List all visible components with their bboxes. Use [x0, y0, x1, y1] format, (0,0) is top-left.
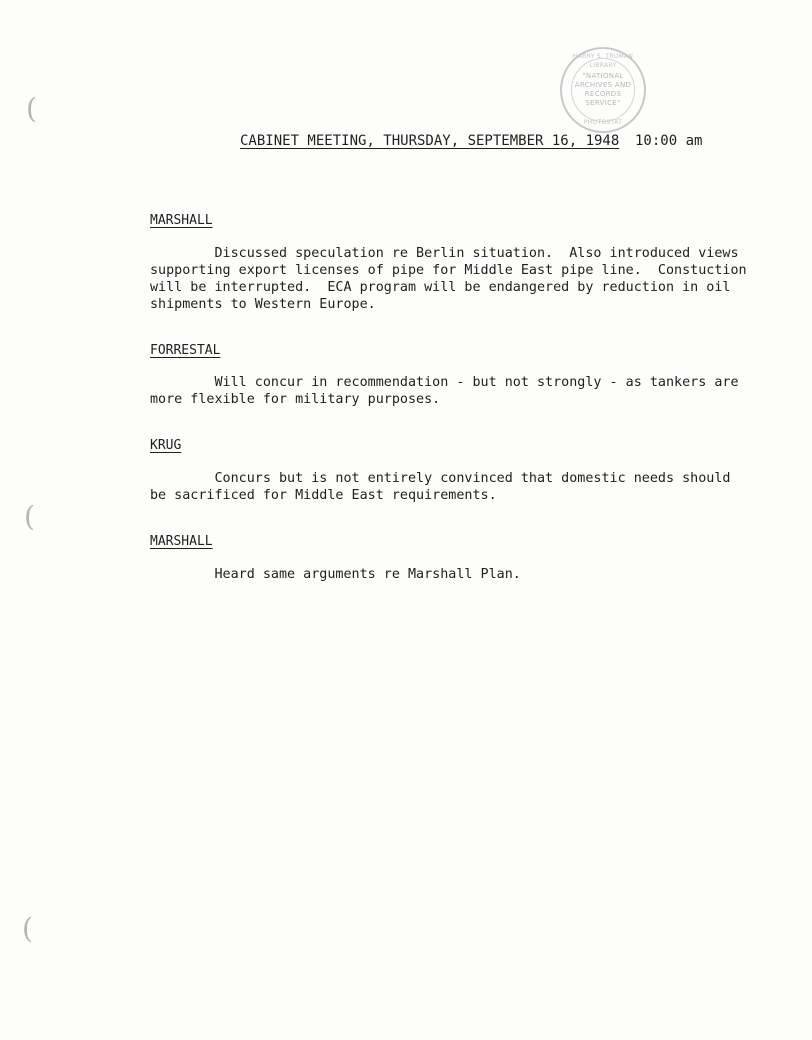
stamp-line-4: SERVICE"	[585, 99, 621, 107]
meeting-header	[240, 133, 703, 149]
margin-mark: (	[22, 912, 33, 945]
stamp-line-1: "NATIONAL	[582, 72, 624, 80]
speaker-name: KRUG	[150, 438, 182, 453]
speaker-remarks: Discussed speculation re Berlin situation. Also introduced views supporting export licenses of pipe for Middle East pipe line. Constuction will be interrupted. ECA program will be endangered by reduction in oil shipments to Western Europe.	[150, 246, 747, 312]
speaker-remarks: Will concur in recommendation - but not strongly - as tankers are more flexible for military purposes.	[150, 375, 739, 407]
margin-mark: (	[26, 92, 37, 125]
speaker-remarks: Concurs but is not entirely convinced that domestic needs should be sacrificed for Middle East requirements.	[150, 471, 731, 503]
meeting-title: CABINET MEETING, THURSDAY, SEPTEMBER 16, 1948	[240, 133, 620, 149]
stamp-line-3: RECORDS	[584, 90, 622, 98]
speaker-remarks: Heard same arguments re Marshall Plan.	[150, 567, 521, 582]
meeting-time: 10:00 am	[635, 133, 703, 149]
margin-mark: (	[24, 500, 35, 533]
stamp-line-2: ARCHIVES AND	[574, 81, 632, 89]
stamp-top-text: HARRY S. TRUMAN LIBRARY	[572, 53, 634, 69]
speaker-name: FORRESTAL	[150, 343, 221, 358]
speaker-name: MARSHALL	[150, 213, 213, 228]
speaker-name: MARSHALL	[150, 534, 213, 549]
stamp-bottom-text: PHOTOSTAT	[583, 119, 623, 126]
archive-stamp	[560, 47, 646, 133]
